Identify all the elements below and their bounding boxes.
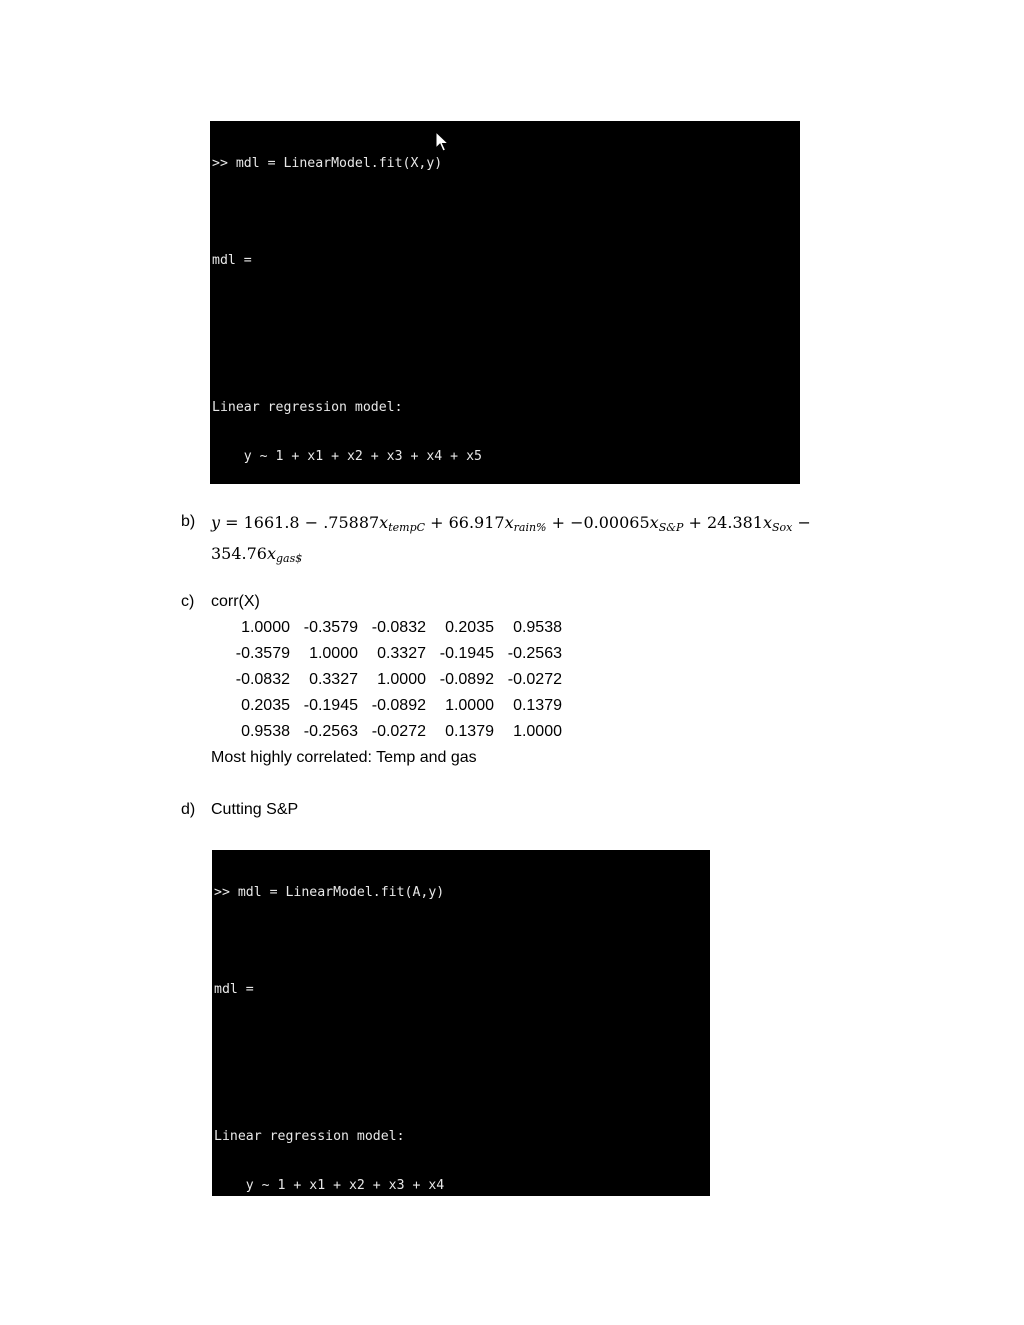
eq-term: + 66.917	[425, 513, 505, 532]
terminal-line	[214, 1080, 708, 1096]
matrix-cell: -0.0892	[439, 671, 494, 688]
eq-term: + −0.00065	[546, 513, 650, 532]
matrix-cell: -0.0272	[507, 671, 562, 688]
terminal-line: Linear regression model:	[214, 1129, 405, 1145]
matrix-cell: -0.0832	[371, 619, 426, 636]
eq-term: 354.76	[211, 544, 267, 563]
part-d-label: d)	[181, 801, 196, 818]
matrix-cell: -0.2563	[507, 645, 562, 662]
matrix-cell: 1.0000	[241, 619, 290, 636]
regression-equation	[211, 510, 851, 572]
matrix-cell: -0.1945	[303, 697, 358, 714]
eq-y: y	[211, 513, 221, 532]
matrix-cell: 1.0000	[445, 697, 494, 714]
mouse-pointer-icon	[435, 131, 449, 153]
matlab-output-reduced-model	[212, 850, 710, 1196]
matrix-row	[222, 619, 562, 637]
matrix-cell: -0.3579	[235, 645, 290, 662]
matrix-cell: -0.0832	[235, 671, 290, 688]
part-c-label: c)	[181, 593, 195, 610]
eq-var: x	[379, 513, 389, 532]
eq-var: x	[762, 513, 773, 532]
matlab-output-full-model	[210, 121, 800, 484]
matrix-cell: 0.2035	[445, 619, 494, 636]
eq-term: = 1661.8 − .75887	[220, 513, 380, 532]
part-d-text: Cutting S&P	[211, 801, 299, 818]
matrix-cell: 0.1379	[513, 697, 562, 714]
matrix-cell: 1.0000	[377, 671, 426, 688]
terminal-line: >> mdl = LinearModel.fit(A,y)	[214, 884, 445, 900]
terminal-line	[212, 302, 798, 318]
matrix-cell: 0.3327	[309, 671, 358, 688]
part-b-label: b)	[181, 513, 196, 530]
corr-title: corr(X)	[211, 593, 260, 610]
terminal-line: Linear regression model:	[212, 400, 403, 416]
matrix-row	[222, 697, 562, 715]
eq-var: x	[649, 513, 659, 532]
eq-var: x	[266, 544, 277, 563]
terminal-line: mdl =	[212, 253, 252, 269]
eq-term: −	[792, 513, 811, 532]
eq-subscript: rain%	[513, 521, 547, 534]
matrix-cell: -0.3579	[303, 619, 358, 636]
eq-subscript: gas$	[276, 552, 303, 565]
matrix-row	[222, 671, 562, 689]
terminal-line	[212, 204, 798, 220]
matrix-cell: 0.9538	[513, 619, 562, 636]
eq-term: + 24.381	[683, 513, 763, 532]
matrix-row	[222, 645, 562, 663]
matrix-cell: -0.2563	[303, 723, 358, 740]
eq-subscript: tempC	[388, 521, 426, 534]
eq-var: x	[504, 513, 514, 532]
terminal-line: mdl =	[214, 982, 254, 998]
terminal-line: y ~ 1 + x1 + x2 + x3 + x4 + x5	[212, 448, 482, 464]
matrix-cell: -0.0892	[371, 697, 426, 714]
matrix-cell: 0.2035	[241, 697, 290, 714]
matrix-cell: 0.9538	[241, 723, 290, 740]
terminal-line	[214, 1031, 708, 1047]
matrix-row	[222, 723, 562, 741]
eq-subscript: S&P	[658, 521, 684, 534]
matrix-cell: -0.0272	[371, 723, 426, 740]
terminal-line: y ~ 1 + x1 + x2 + x3 + x4	[214, 1177, 445, 1193]
matrix-cell: 0.1379	[445, 723, 494, 740]
eq-subscript: Sox	[772, 521, 793, 534]
terminal-line: >> mdl = LinearModel.fit(X,y)	[212, 155, 443, 171]
matrix-cell: 0.3327	[377, 645, 426, 662]
correlation-conclusion: Most highly correlated: Temp and gas	[211, 749, 477, 766]
matrix-cell: 1.0000	[309, 645, 358, 662]
terminal-line	[212, 351, 798, 367]
matrix-cell: 1.0000	[513, 723, 562, 740]
matrix-cell: -0.1945	[439, 645, 494, 662]
terminal-line	[214, 933, 708, 949]
